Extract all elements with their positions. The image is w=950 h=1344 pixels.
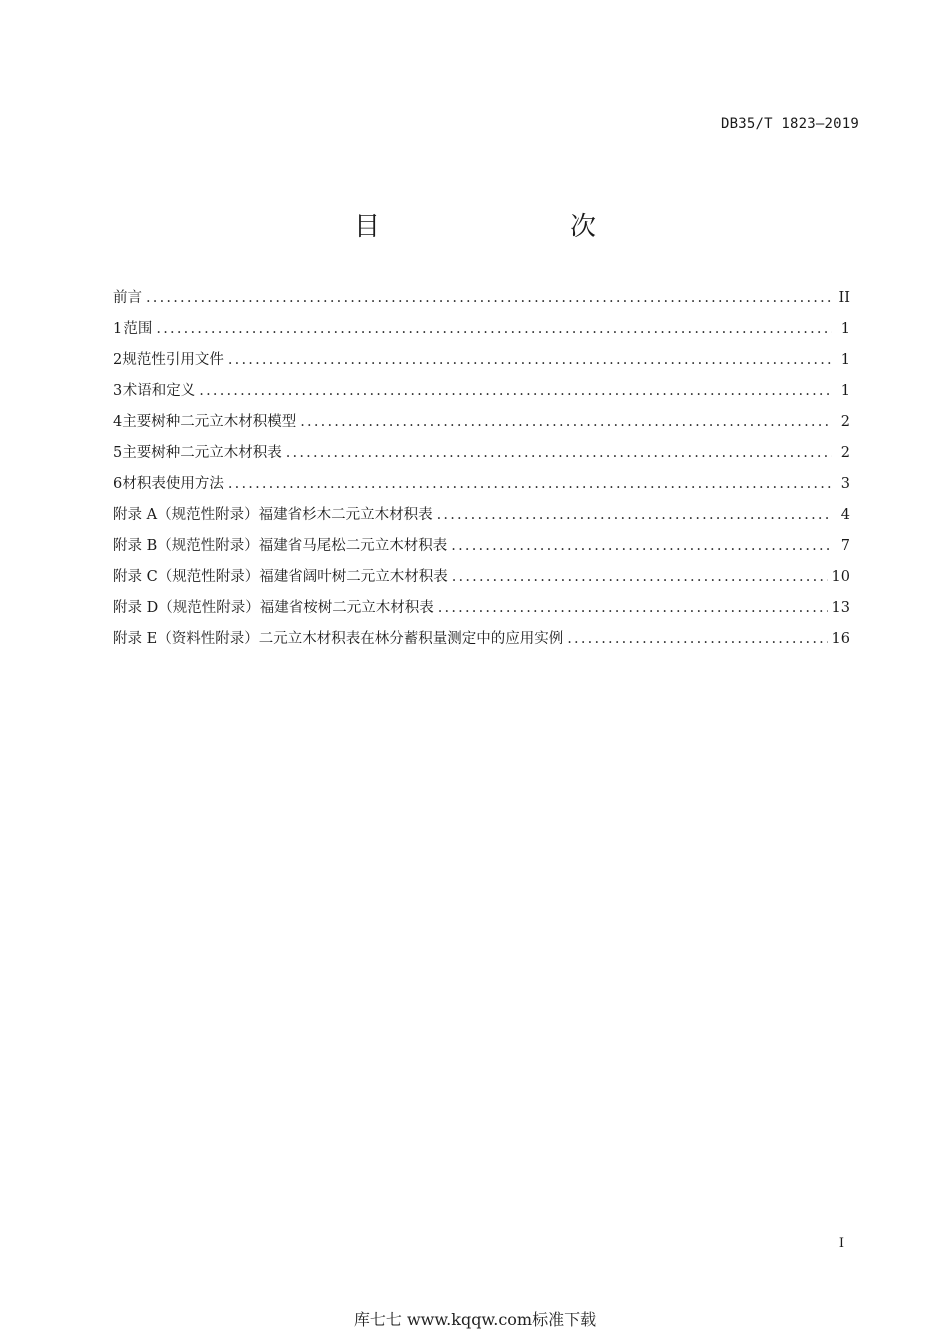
toc-entry-number: 4 bbox=[113, 414, 123, 430]
toc-dot-leader bbox=[451, 538, 832, 554]
toc-entry-number: 3 bbox=[113, 383, 123, 399]
toc-entry-page: 1 bbox=[840, 383, 850, 399]
site-watermark: 库七七 www.kqqw.com标准下载 bbox=[353, 1310, 597, 1329]
toc-entry-title: 福建省马尾松二元立木材积表 bbox=[258, 538, 448, 554]
toc-entry-title: 福建省阔叶树二元立木材积表 bbox=[259, 569, 448, 585]
toc-entry-title: 材积表使用方法 bbox=[122, 476, 224, 492]
toc-entry-appendix-b[interactable] bbox=[113, 534, 850, 565]
toc-entry-title: 范围 bbox=[123, 321, 153, 337]
toc-entry-title: 主要树种二元立木材积模型 bbox=[122, 414, 297, 430]
toc-entry-appendix-a[interactable] bbox=[113, 503, 850, 534]
toc-entry-page: 7 bbox=[840, 538, 850, 554]
toc-entry-number: 5 bbox=[113, 445, 123, 461]
toc-entry-foreword[interactable] bbox=[113, 286, 850, 317]
toc-dot-leader bbox=[199, 383, 832, 399]
toc-entry-title: 福建省杉木二元立木材积表 bbox=[258, 507, 433, 523]
toc-entry-appendix-d[interactable] bbox=[113, 596, 850, 627]
toc-entry-title: 福建省桉树二元立木材积表 bbox=[259, 600, 434, 616]
toc-entry-page: 1 bbox=[840, 321, 850, 337]
toc-entry-volume-table[interactable] bbox=[113, 441, 850, 472]
toc-entry-appendix-label: 附录 A（规范性附录） bbox=[113, 507, 259, 523]
toc-entry-page: 3 bbox=[840, 476, 850, 492]
toc-dot-leader bbox=[156, 321, 832, 337]
toc-dot-leader bbox=[286, 445, 832, 461]
toc-entry-normative-references[interactable] bbox=[113, 348, 850, 379]
toc-entry-appendix-c[interactable] bbox=[113, 565, 850, 596]
toc-entry-usage-method[interactable] bbox=[113, 472, 850, 503]
toc-entry-terms-definitions[interactable] bbox=[113, 379, 850, 410]
toc-entry-title: 规范性引用文件 bbox=[122, 352, 224, 368]
toc-entry-page: 2 bbox=[840, 414, 850, 430]
toc-entry-title: 主要树种二元立木材积表 bbox=[122, 445, 282, 461]
toc-entry-title: 二元立木材积表在林分蓄积量测定中的应用实例 bbox=[258, 631, 564, 647]
toc-entry-page: 16 bbox=[831, 631, 850, 647]
toc-entry-scope[interactable] bbox=[113, 317, 850, 348]
toc-entry-number: 6 bbox=[113, 476, 123, 492]
toc-entry-appendix-label: 附录 C（规范性附录） bbox=[113, 569, 260, 585]
toc-entry-page: 4 bbox=[840, 507, 850, 523]
page-title: 目 次 bbox=[353, 212, 642, 242]
toc-entry-volume-model[interactable] bbox=[113, 410, 850, 441]
toc-dot-leader bbox=[438, 600, 828, 616]
toc-dot-leader bbox=[228, 352, 832, 368]
toc-entry-number: 1 bbox=[113, 321, 123, 337]
toc-entry-appendix-label: 附录 B（规范性附录） bbox=[113, 538, 259, 554]
toc-entry-page: II bbox=[838, 290, 850, 306]
toc-entry-page: 10 bbox=[831, 569, 850, 585]
toc-entry-title: 术语和定义 bbox=[122, 383, 196, 399]
toc-entry-page: 2 bbox=[840, 445, 850, 461]
toc-entry-title: 前言 bbox=[113, 290, 142, 306]
table-of-contents bbox=[113, 286, 850, 658]
toc-entry-appendix-label: 附录 E（资料性附录） bbox=[113, 631, 259, 647]
toc-dot-leader bbox=[437, 507, 832, 523]
page-number: I bbox=[838, 1236, 844, 1251]
toc-dot-leader bbox=[146, 290, 832, 306]
toc-dot-leader bbox=[228, 476, 832, 492]
toc-entry-appendix-e[interactable] bbox=[113, 627, 850, 658]
toc-entry-appendix-label: 附录 D（规范性附录） bbox=[113, 600, 260, 616]
toc-entry-page: 13 bbox=[831, 600, 850, 616]
toc-dot-leader bbox=[300, 414, 832, 430]
toc-dot-leader bbox=[452, 569, 828, 585]
toc-entry-number: 2 bbox=[113, 352, 123, 368]
standard-code: DB35/T 1823—2019 bbox=[720, 116, 859, 132]
toc-dot-leader bbox=[567, 631, 827, 647]
toc-entry-page: 1 bbox=[840, 352, 850, 368]
